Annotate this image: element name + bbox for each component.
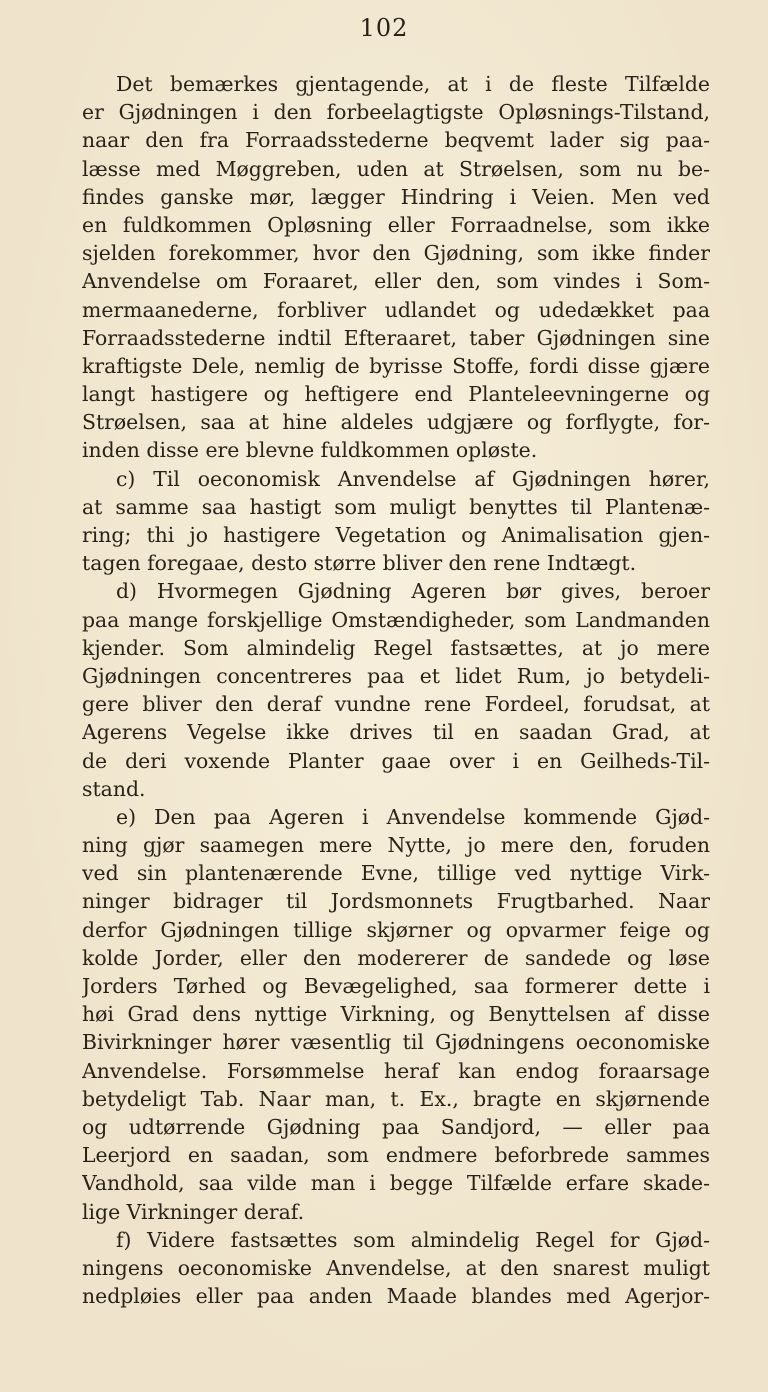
text-line: ved sin plantenærende Evne, tillige ved nyttige Virk- (82, 861, 710, 886)
text-line: kjender. Som almindelig Regel fastsættes, at jo mere (82, 635, 710, 660)
text-line: Vandhold, saa vilde man i begge Tilfælde erfare skade- (82, 1171, 710, 1196)
text-line: og udtørrende Gjødning paa Sandjord, — eller paa (82, 1114, 710, 1139)
text-line: langt hastigere og heftigere end Planteleevningerne og (82, 382, 710, 407)
text-line: Anvendelse. Forsømmelse heraf kan endog foraarsage (82, 1058, 710, 1083)
text-line: høi Grad dens nyttige Virkning, og Benyttelsen af disse (82, 1002, 710, 1027)
text-line: at samme saa hastigt som muligt benyttes til Plantenæ- (82, 494, 710, 519)
text-line: sjelden forekommer, hvor den Gjødning, som ikke finder (82, 241, 710, 266)
text-line: findes ganske mør, lægger Hindring i Veien. Men ved (82, 184, 710, 209)
text-line: kolde Jorder, eller den modererer de sandede og løse (82, 945, 710, 970)
text-line: nedpløies eller paa anden Maade blandes med Agerjor- (82, 1284, 710, 1309)
text-line: er Gjødningen i den forbeelagtigste Opløsnings-Tilstand, (82, 100, 710, 125)
text-line: e) Den paa Ageren i Anvendelse kommende Gjød- (116, 804, 710, 829)
text-line: tagen foregaae, desto større bliver den rene Indtægt. (82, 551, 637, 576)
page-number: 102 (359, 14, 409, 42)
text-line: en fuldkommen Opløsning eller Forraadnelse, som ikke (82, 212, 710, 237)
text-line: Agerens Vegelse ikke drives til en saadan Grad, at (82, 720, 710, 745)
text-line: f) Videre fastsættes som almindelig Regel for Gjød- (116, 1227, 710, 1252)
text-line: læsse med Møggreben, uden at Strøelsen, som nu be- (82, 156, 710, 181)
text-line: Forraadsstederne indtil Efteraaret, taber Gjødningen sine (82, 325, 710, 350)
text-line: Strøelsen, saa at hine aldeles udgjære og forflygte, for- (82, 410, 710, 435)
text-line: Bivirkninger hører væsentlig til Gjødningens oeconomiske (82, 1030, 710, 1055)
text-line: paa mange forskjellige Omstændigheder, som Landmanden (82, 607, 710, 632)
text-line: Leerjord en saadan, som endmere beforbrede sammes (82, 1143, 710, 1168)
text-line: ningens oeconomiske Anvendelse, at den snarest muligt (82, 1255, 710, 1280)
text-line: Det bemærkes gjentagende, at i de fleste Tilfælde (116, 72, 710, 96)
text-line: naar den fra Forraadsstederne beqvemt lader sig paa- (82, 128, 710, 153)
text-line: betydeligt Tab. Naar man, t. Ex., bragte en skjørnende (82, 1086, 710, 1111)
text-line: ring; thi jo hastigere Vegetation og Animalisation gjen- (82, 523, 710, 547)
text-line: Anvendelse om Foraaret, eller den, som vindes i Som- (82, 269, 710, 294)
text-line: Gjødningen concentreres paa et lidet Rum, jo betydeli- (82, 663, 710, 688)
text-line: gere bliver den deraf vundne rene Fordeel, forudsat, at (82, 692, 710, 717)
text-line: de deri voxende Planter gaae over i en Geilheds-Til- (82, 748, 710, 773)
text-line: c) Til oeconomisk Anvendelse af Gjødningen hører, (116, 466, 710, 491)
text-line: ning gjør saamegen mere Nytte, jo mere den, foruden (82, 833, 710, 858)
body-text (82, 70, 710, 1310)
text-line: derfor Gjødningen tillige skjørner og opvarmer feige og (82, 917, 710, 942)
text-line: inden disse ere blevne fuldkommen opløste. (82, 438, 538, 463)
text-line: kraftigste Dele, nemlig de byrisse Stoffe, fordi disse gjære (82, 353, 710, 378)
text-line: mermaanederne, forbliver udlandet og udedækket paa (82, 297, 710, 322)
text-line: Jorders Tørhed og Bevægelighed, saa formerer dette i (82, 974, 710, 998)
text-line: ninger bidrager til Jordsmonnets Frugtbarhed. Naar (82, 889, 710, 914)
text-line: lige Virkninger deraf. (82, 1199, 305, 1224)
text-line: d) Hvormegen Gjødning Ageren bør gives, beroer (116, 579, 710, 604)
text-line: stand. (82, 776, 146, 801)
